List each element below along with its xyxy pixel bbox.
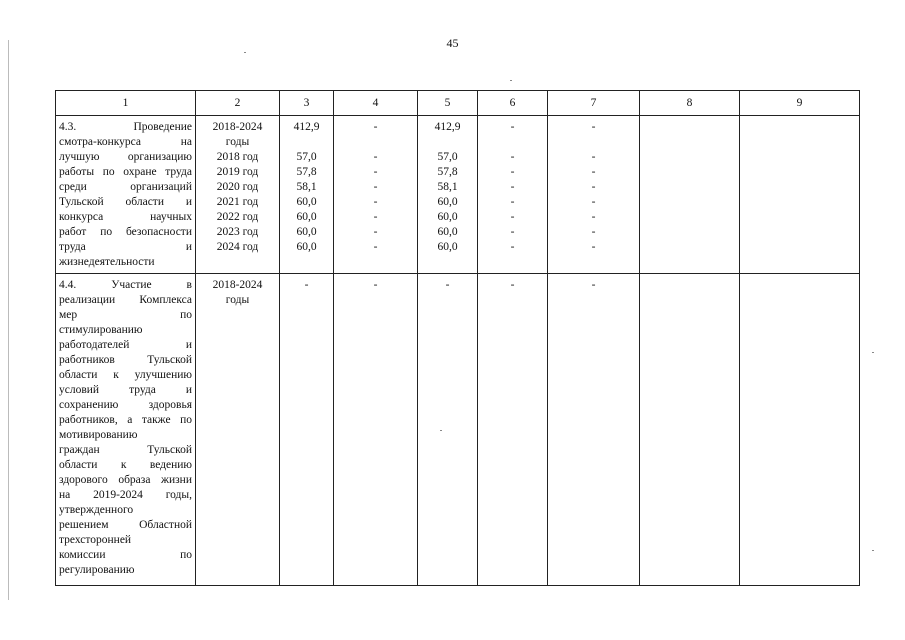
scan-speck [872, 550, 874, 551]
row1-year: 2023 год [216, 226, 259, 238]
row1-desc-line: труда и [59, 241, 192, 253]
row2-period: 2018-2024 [212, 279, 263, 291]
row2-col5-cell [418, 274, 478, 586]
row1-col6-value: - [510, 196, 515, 208]
row1-col5-value: 58,1 [437, 181, 458, 193]
row2-desc-line: области к ведению [59, 459, 192, 471]
row1-col5-cell [418, 116, 478, 274]
row1-col7-value: - [591, 166, 596, 178]
row1-col6-value: - [510, 211, 515, 223]
row1-col6-cell [478, 116, 548, 274]
row2-desc-line: работников, а также по [59, 414, 192, 426]
row2-col4-value: - [373, 279, 378, 291]
row1-desc-line: жизнедеятельности [59, 256, 155, 268]
row2-col6-value: - [510, 279, 515, 291]
header-col-9: 9 [740, 91, 860, 116]
row1-col3-value: 58,1 [296, 181, 317, 193]
row1-desc-line: лучшую организацию [59, 151, 192, 163]
row1-col7-value: - [591, 196, 596, 208]
row2-desc-line: здорового образа жизни [59, 474, 192, 486]
row1-year: 2018 год [216, 151, 259, 163]
row1-desc-line: смотра-конкурса на [59, 136, 192, 148]
header-col-3: 3 [280, 91, 334, 116]
header-col-6: 6 [478, 91, 548, 116]
scan-speck [872, 352, 874, 353]
header-col-1: 1 [56, 91, 196, 116]
row1-year: 2022 год [216, 211, 259, 223]
scan-speck [244, 52, 246, 53]
header-col-8: 8 [640, 91, 740, 116]
row1-desc-line: 4.3. Проведение [59, 121, 192, 133]
row2-desc-line: граждан Тульской [59, 444, 192, 456]
row1-period-total: 2018-2024 [212, 121, 263, 133]
row2-desc-line: на 2019-2024 годы, [59, 489, 192, 501]
row1-col5-value: 60,0 [437, 226, 458, 238]
row2-desc-line: 4.4. Участие в [59, 279, 192, 291]
row2-col4-cell [334, 274, 418, 586]
header-col-4: 4 [334, 91, 418, 116]
row1-col5-value: 60,0 [437, 196, 458, 208]
row1-col3-cell [280, 116, 334, 274]
row1-col8-cell [640, 116, 740, 274]
row1-period-unit: годы [225, 136, 250, 148]
row1-description [56, 116, 195, 272]
row1-col3-value: 60,0 [296, 241, 317, 253]
row1-year: 2021 год [216, 196, 259, 208]
row2-col8-cell [640, 274, 740, 586]
row1-col7-value: - [591, 211, 596, 223]
row2-col6-cell [478, 274, 548, 586]
row1-col3-value: 60,0 [296, 211, 317, 223]
header-col-7: 7 [548, 91, 640, 116]
row2-period-cell [196, 274, 280, 586]
scan-speck [510, 80, 512, 81]
row2-desc-line: трехсторонней [59, 534, 132, 546]
row1-col4-cell [334, 116, 418, 274]
row2-desc-line: сохранению здоровья [59, 399, 192, 411]
row2-period-unit: годы [225, 294, 250, 306]
row1-col6-value: - [510, 241, 515, 253]
row2-desc-line: области к улучшению [59, 369, 192, 381]
row1-col7-cell [548, 116, 640, 274]
row1-desc-line: работы по охране труда [59, 166, 192, 178]
row1-col6-value: - [510, 226, 515, 238]
row2-desc-line: мотивированию [59, 429, 138, 441]
table-row-4-4 [56, 274, 860, 586]
row1-desc-line: среди организаций [59, 181, 192, 193]
row1-col4-value: - [373, 181, 378, 193]
row2-desc-line: комиссии по [59, 549, 192, 561]
row1-description-cell [56, 116, 196, 274]
scan-edge-mark [8, 40, 9, 600]
row1-col5-value: 57,0 [437, 151, 458, 163]
row2-description-cell [56, 274, 196, 586]
scan-speck [440, 430, 442, 431]
row1-col3-value: 57,8 [296, 166, 317, 178]
row2-col3-cell [280, 274, 334, 586]
row1-col3-total: 412,9 [293, 121, 320, 133]
row2-desc-line: работодателей и [59, 339, 192, 351]
row1-col5-value: 60,0 [437, 241, 458, 253]
row2-desc-line: утвержденного [59, 504, 134, 516]
row1-col3-value: 57,0 [296, 151, 317, 163]
row1-col5-total: 412,9 [434, 121, 461, 133]
table-row-4-3 [56, 116, 860, 274]
row1-col7-value: - [591, 241, 596, 253]
row1-col5-value: 60,0 [437, 211, 458, 223]
row1-col7-total: - [591, 121, 596, 133]
row2-desc-line: условий труда и [59, 384, 192, 396]
row1-col4-value: - [373, 211, 378, 223]
row1-col4-value: - [373, 226, 378, 238]
row1-col4-value: - [373, 196, 378, 208]
row2-desc-line: реализации Комплекса [59, 294, 192, 306]
row1-year: 2024 год [216, 241, 259, 253]
row2-col7-value: - [591, 279, 596, 291]
row1-col6-total: - [510, 121, 515, 133]
row1-col6-value: - [510, 181, 515, 193]
row1-period-cell [196, 116, 280, 274]
row2-desc-line: мер по [59, 309, 192, 321]
row1-year: 2019 год [216, 166, 259, 178]
row1-col9-cell [740, 116, 860, 274]
row2-desc-line: стимулированию [59, 324, 143, 336]
row1-desc-line: Тульской области и [59, 196, 192, 208]
row2-col3-value: - [304, 279, 309, 291]
page-number: 45 [446, 36, 459, 50]
header-col-5: 5 [418, 91, 478, 116]
row2-description [56, 274, 195, 580]
row1-col3-value: 60,0 [296, 226, 317, 238]
row2-col9-cell [740, 274, 860, 586]
row1-col6-value: - [510, 166, 515, 178]
row1-col4-value: - [373, 241, 378, 253]
budget-table [55, 90, 860, 586]
row1-year: 2020 год [216, 181, 259, 193]
row2-col7-cell [548, 274, 640, 586]
row1-col7-value: - [591, 226, 596, 238]
row1-col3-value: 60,0 [296, 196, 317, 208]
header-row [56, 91, 860, 116]
row1-col7-value: - [591, 151, 596, 163]
row1-desc-line: работ по безопасности [59, 226, 192, 238]
row1-col7-value: - [591, 181, 596, 193]
row1-col5-value: 57,8 [437, 166, 458, 178]
row1-col6-value: - [510, 151, 515, 163]
row2-desc-line: работников Тульской [59, 354, 192, 366]
row1-desc-line: конкурса научных [59, 211, 192, 223]
row2-desc-line: регулированию [59, 564, 135, 576]
row2-desc-line: решением Областной [59, 519, 192, 531]
header-col-2: 2 [196, 91, 280, 116]
row1-col4-value: - [373, 151, 378, 163]
row1-col4-value: - [373, 166, 378, 178]
row1-col4-total: - [373, 121, 378, 133]
row2-col5-value: - [445, 279, 450, 291]
